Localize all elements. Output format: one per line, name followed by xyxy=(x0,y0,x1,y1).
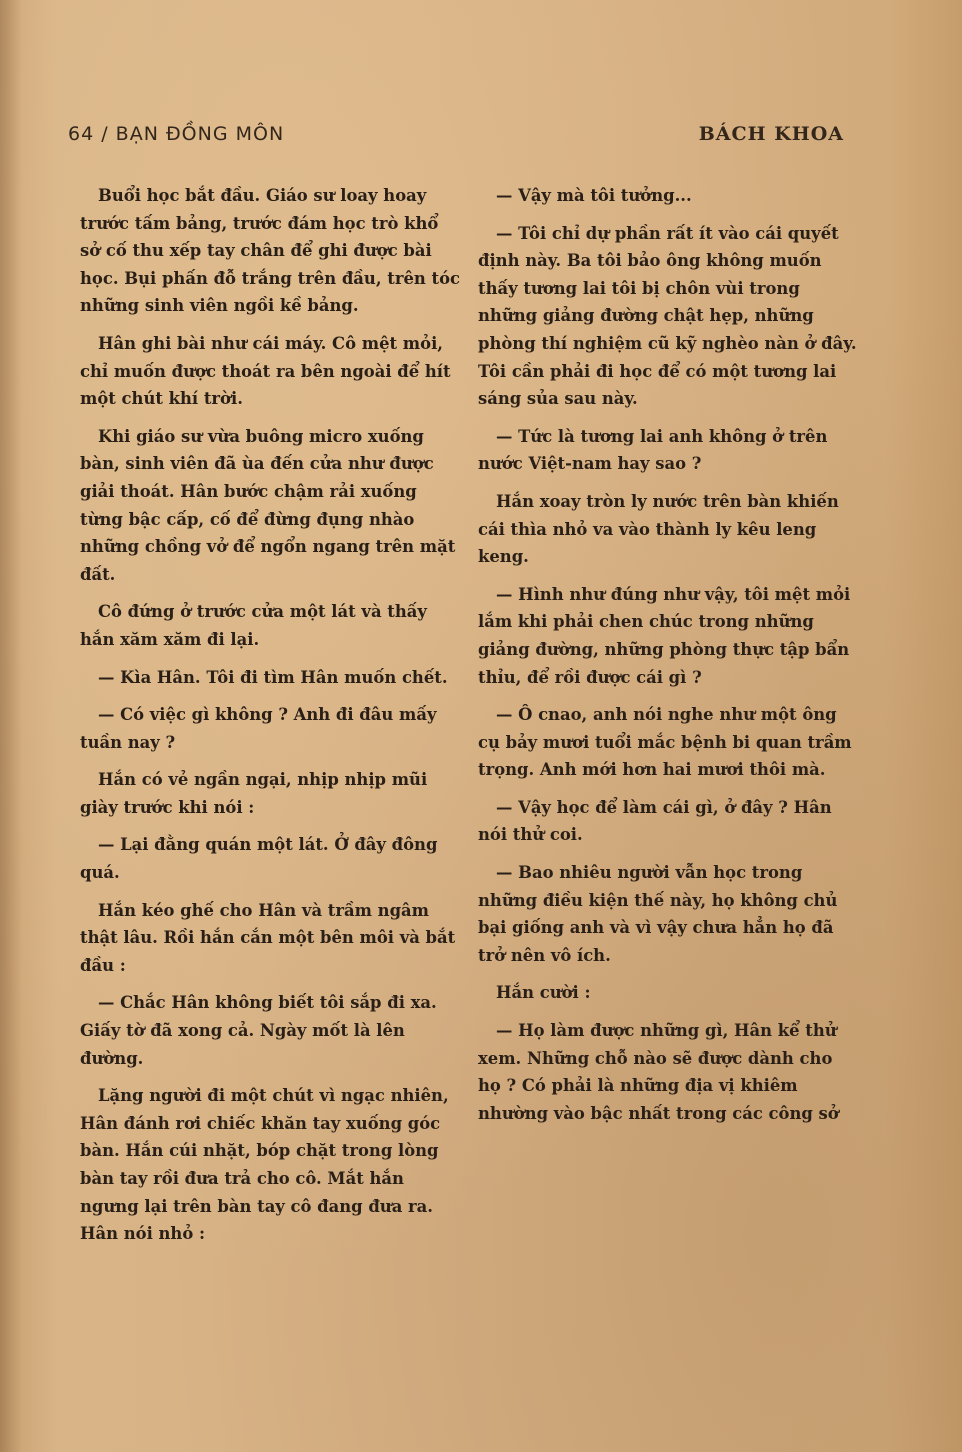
paragraph: — Tôi chỉ dự phần rất ít vào cái quyết định này. Ba tôi bảo ông không muốn thấy tương lai tôi bị chôn vùi trong những giảng đường chật hẹp, những phòng thí nghiệm cũ kỹ nghèo nàn ở đây. Tôi cần phải đi học để có một tương lai sáng sủa sau này. xyxy=(478,223,857,409)
paragraph: Hân ghi bài như cái máy. Cô mệt mỏi, chỉ muốn được thoát ra bên ngoài để hít một chút khí trời. xyxy=(80,333,451,409)
paragraph: — Họ làm được những gì, Hân kể thử xem. Những chỗ nào sẽ được dành cho họ ? Có phải là những địa vị khiêm nhường vào bậc nhất trong các công sở xyxy=(478,1021,839,1123)
paragraph: — Bao nhiêu người vẫn học trong những điều kiện thế này, họ không chủ bại giống anh và vì vậy chưa hẳn họ đã trở nên vô ích. xyxy=(478,863,838,965)
paragraph: — Vậy học để làm cái gì, ở đây ? Hân nói thử coi. xyxy=(478,797,832,845)
page-fold-shadow xyxy=(0,0,22,1452)
paragraph: Cô đứng ở trước cửa một lát và thấy hắn xăm xăm đi lại. xyxy=(80,602,427,649)
right-text-column xyxy=(478,182,858,1137)
paragraph: Buổi học bắt đầu. Giáo sư loay hoay trước tấm bảng, trước đám học trò khổ sở cố thu xếp tay chân để ghi được bài học. Bụi phấn đỗ trắng trên đầu, trên tóc những sinh viên ngồi kề bảng. xyxy=(80,186,460,316)
paragraph: — Có việc gì không ? Anh đi đâu mấy tuần nay ? xyxy=(80,705,437,752)
paragraph: Lặng người đi một chút vì ngạc nhiên, Hân đánh rơi chiếc khăn tay xuống góc bàn. Hắn cúi nhặt, bóp chặt trong lòng bàn tay rồi đưa trả cho cô. Mắt hắn ngưng lại trên bàn tay cô đang đưa ra. Hân nói nhỏ : xyxy=(80,1086,449,1244)
paragraph: Hắn kéo ghế cho Hân và trầm ngâm thật lâu. Rồi hắn cắn một bên môi và bắt đầu : xyxy=(80,900,456,975)
page-number-and-title: 64 / BẠN ĐỒNG MÔN xyxy=(68,123,285,145)
left-text-column xyxy=(80,182,460,1258)
paragraph: Khi giáo sư vừa buông micro xuống bàn, sinh viên đã ùa đến cửa như được giải thoát. Hân bước chậm rải xuống từng bậc cấp, cố để đừng đụng nhào những chồng vở để ngổn ngang trên mặt đất. xyxy=(80,426,456,584)
paragraph: — Tức là tương lai anh không ở trên nước Việt-nam hay sao ? xyxy=(478,426,828,474)
paragraph: — Hình như đúng như vậy, tôi mệt mỏi lắm khi phải chen chúc trong những giảng đường, những phòng thực tập bẩn thỉu, để rồi được cái gì ? xyxy=(478,584,851,687)
paragraph: — Vậy mà tôi tưởng... xyxy=(496,186,692,205)
paragraph: — Ô cnao, anh nói nghe như một ông cụ bảy mươi tuổi mắc bệnh bi quan trầm trọng. Anh mới hơn hai mươi thôi mà. xyxy=(478,705,852,780)
paragraph: — Kìa Hân. Tôi đi tìm Hân muốn chết. xyxy=(98,667,448,687)
running-header xyxy=(68,118,844,150)
paragraph: — Lại đằng quán một lát. Ở đây đông quá. xyxy=(80,835,438,883)
paragraph: — Chắc Hân không biết tôi sắp đi xa. Giấy tờ đã xong cả. Ngày mốt là lên đường. xyxy=(80,993,437,1068)
paragraph: Hắn cười : xyxy=(496,983,591,1003)
paragraph: Hắn có vẻ ngần ngại, nhịp nhịp mũi giày trước khi nói : xyxy=(80,770,428,817)
paragraph: Hắn xoay tròn ly nước trên bàn khiến cái thìa nhỏ va vào thành ly kêu leng keng. xyxy=(478,491,839,567)
magazine-name: BÁCH KHOA xyxy=(698,123,844,145)
